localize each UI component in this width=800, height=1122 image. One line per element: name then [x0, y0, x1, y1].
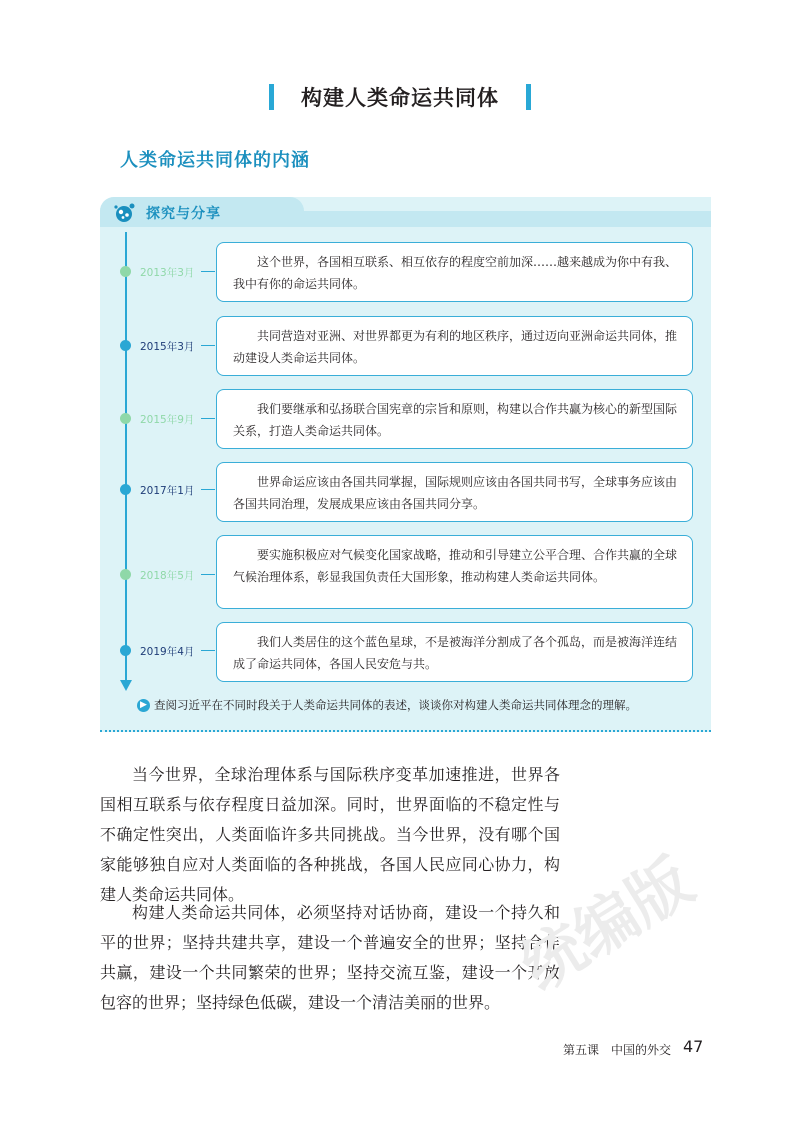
section-subtitle: 人类命运共同体的内涵 [120, 150, 310, 171]
watermark-seal [505, 800, 725, 1030]
timeline-quote-card: 这个世界，各国相互联系、相互依存的程度空前加深……越来越成为你中有我、我中有你的命运共同体。 [216, 242, 693, 302]
body-paragraph: 构建人类命运共同体，必须坚持对话协商，建设一个持久和平的世界；坚持共建共享，建设一个普遍安全的世界；坚持合作共赢，建设一个共同繁荣的世界；坚持交流互鉴，建设一个开放包容的世界；坚持绿色低碳，建设一个清洁美丽的世界。 [100, 903, 560, 1012]
page-title-block [0, 82, 800, 112]
panel-dotted-divider [100, 730, 711, 732]
timeline-date: 2015年3月 [140, 341, 195, 353]
timeline-quote-card: 共同营造对亚洲、对世界都更为有利的地区秩序，通过迈向亚洲命运共同体，推动建设人类命运共同体。 [216, 316, 693, 376]
page-number: 47 [683, 1037, 704, 1056]
timeline-date: 2013年3月 [140, 267, 195, 279]
title-right-bar [526, 84, 531, 110]
timeline-quote-card: 要实施积极应对气候变化国家战略，推动和引导建立公平合理、合作共赢的全球气候治理体系，彰显我国负责任大国形象，推动构建人类命运共同体。 [216, 535, 693, 609]
timeline-connector [201, 418, 215, 419]
timeline-dot [120, 266, 131, 277]
timeline-dot [120, 569, 131, 580]
explore-question-text: 查阅习近平在不同时段关于人类命运共同体的表述，谈谈你对构建人类命运共同体理念的理解。 [154, 698, 637, 712]
footer-chapter: 第五课 中国的外交 [563, 1043, 672, 1057]
explore-tab-label: 探究与分享 [146, 206, 221, 222]
timeline-connector [201, 650, 215, 651]
explore-question [137, 697, 637, 713]
timeline-quote-card: 我们人类居住的这个蓝色星球，不是被海洋分割成了各个孤岛，而是被海洋连结成了命运共同体，各国人民安危与共。 [216, 622, 693, 682]
page-title: 构建人类命运共同体 [301, 86, 499, 110]
timeline-connector [201, 489, 215, 490]
timeline-axis [125, 232, 127, 684]
timeline-connector [201, 574, 215, 575]
timeline-dot [120, 340, 131, 351]
arrow-right-icon: ▶ [137, 699, 150, 712]
timeline-quote-card: 世界命运应该由各国共同掌握，国际规则应该由各国共同书写，全球事务应该由各国共同治理，发展成果应该由各国共同分享。 [216, 462, 693, 522]
timeline-connector [201, 271, 215, 272]
timeline-dot [120, 645, 131, 656]
timeline-quote-card: 我们要继承和弘扬联合国宪章的宗旨和原则，构建以合作共赢为核心的新型国际关系，打造人类命运共同体。 [216, 389, 693, 449]
timeline-date: 2017年1月 [140, 485, 195, 497]
title-left-bar [269, 84, 274, 110]
molecule-icon [112, 202, 136, 224]
timeline-date: 2019年4月 [140, 646, 195, 658]
timeline-connector [201, 345, 215, 346]
timeline-date: 2015年9月 [140, 414, 195, 426]
timeline-dot [120, 484, 131, 495]
timeline-date: 2018年5月 [140, 570, 195, 582]
timeline-dot [120, 413, 131, 424]
body-paragraph: 当今世界，全球治理体系与国际秩序变革加速推进，世界各国相互联系与依存程度日益加深。同时，世界面临的不稳定性与不确定性突出，人类面临许多共同挑战。当今世界，没有哪个国家能够独自应对人类面临的各种挑战，各国人民应同心协力，构建人类命运共同体。 [100, 765, 560, 904]
timeline-arrow [120, 680, 132, 691]
watermark-text: 统编版 [508, 844, 705, 1005]
